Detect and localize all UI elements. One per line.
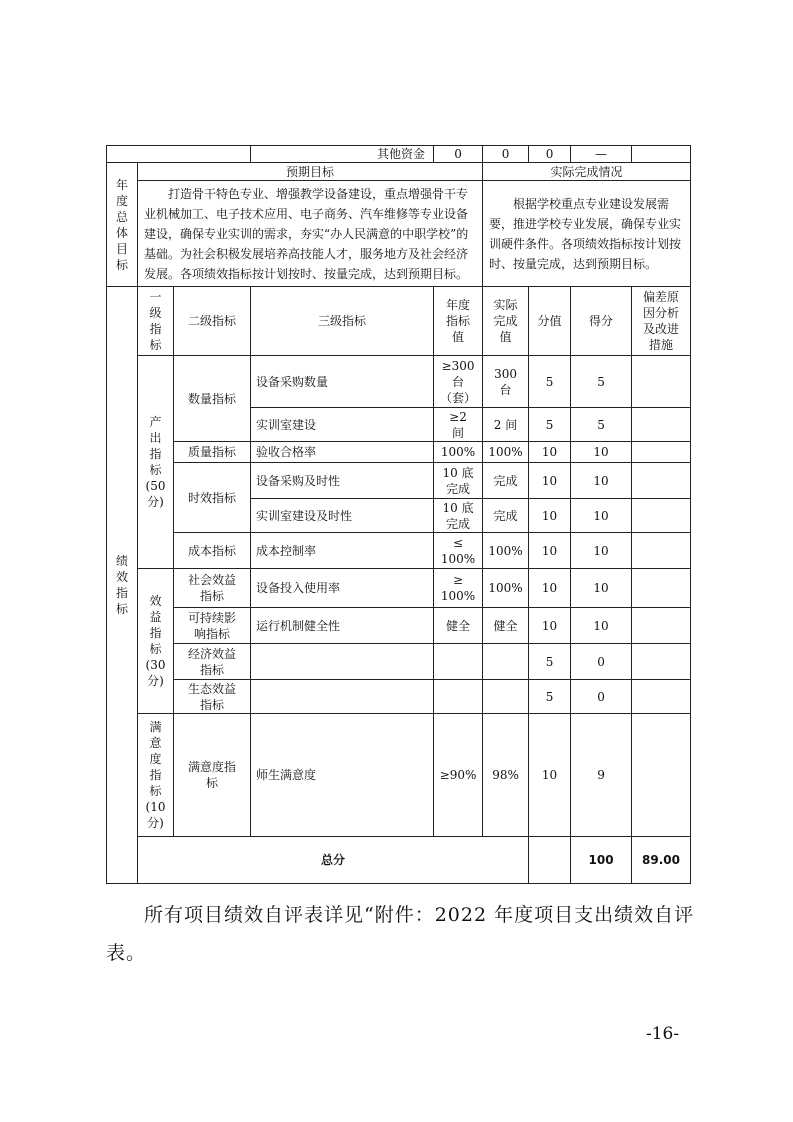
value-cell: 10	[529, 463, 571, 499]
target-cell: 10 底 完成	[434, 499, 483, 533]
notes-cell	[632, 442, 691, 463]
actual-cell: 98%	[483, 714, 529, 837]
level2-cell: 满意度指 标	[174, 714, 251, 837]
table-row	[107, 644, 691, 680]
group-output-label: 产 出 指 标 (50 分)	[138, 356, 174, 569]
target-cell: 100%	[434, 442, 483, 463]
notes-cell	[632, 463, 691, 499]
value-cell: 10	[529, 608, 571, 644]
group-benefit-label: 效 益 指 标 (30 分)	[138, 569, 174, 714]
header-score: 得分	[571, 287, 632, 356]
score-cell: 10	[571, 463, 632, 499]
table-row	[107, 714, 691, 837]
notes-cell	[632, 644, 691, 680]
score-cell: 0	[571, 680, 632, 714]
level2-cell: 时效指标	[174, 463, 251, 533]
header-level3: 三级指标	[251, 287, 434, 356]
header-actual: 实际 完成 值	[483, 287, 529, 356]
score-cell: 10	[571, 442, 632, 463]
notes-cell	[632, 499, 691, 533]
funding-value-1: 0	[434, 146, 483, 163]
level2-cell: 数量指标	[174, 356, 251, 442]
value-cell: 10	[529, 569, 571, 608]
table-row	[107, 442, 691, 463]
score-cell: 5	[571, 408, 632, 442]
score-cell: 9	[571, 714, 632, 837]
score-cell: 10	[571, 499, 632, 533]
notes-cell	[632, 569, 691, 608]
notes-cell	[632, 356, 691, 408]
target-cell: 健全	[434, 608, 483, 644]
level2-cell: 可持续影 响指标	[174, 608, 251, 644]
funding-empty-end	[632, 146, 691, 163]
overall-goal-label: 年 度 总 体 目 标	[107, 163, 138, 287]
actual-cell: 完成	[483, 463, 529, 499]
level3-cell: 运行机制健全性	[251, 608, 434, 644]
total-actual-empty	[529, 837, 571, 884]
header-notes: 偏差原 因分析 及改进 措施	[632, 287, 691, 356]
value-cell: 10	[529, 499, 571, 533]
level3-cell	[251, 680, 434, 714]
performance-table	[106, 145, 691, 884]
notes-cell	[632, 533, 691, 569]
table-row	[107, 680, 691, 714]
score-cell: 0	[571, 644, 632, 680]
expected-goal-text: 打造骨干特色专业、增强教学设备建设，重点增强骨干专业机械加工、电子技术应用、电子商务、汽车维修等专业设备建设，确保专业实训的需求，夯实“办人民满意的中职学校”的基础。为社会积极发展培养高技能人才，服务地方及社会经济发展。各项绩效指标按计划按时、按量完成，达到预期目标。	[138, 181, 483, 287]
value-cell: 5	[529, 356, 571, 408]
total-score: 89.00	[632, 837, 691, 884]
table-row	[107, 569, 691, 608]
score-cell: 10	[571, 569, 632, 608]
table-row	[107, 463, 691, 499]
funding-value-4: —	[571, 146, 632, 163]
level3-cell: 设备采购及时性	[251, 463, 434, 499]
header-level2: 二级指标	[174, 287, 251, 356]
header-score-value: 分值	[529, 287, 571, 356]
target-cell: ≥2 间	[434, 408, 483, 442]
score-cell: 5	[571, 356, 632, 408]
actual-completion-header: 实际完成情况	[483, 163, 691, 181]
header-target: 年度 指标 值	[434, 287, 483, 356]
target-cell: 10 底 完成	[434, 463, 483, 499]
level3-cell: 成本控制率	[251, 533, 434, 569]
target-cell: ≥300 台 （套）	[434, 356, 483, 408]
footer-paragraph: 所有项目绩效自评表详见“附件：2022 年度项目支出绩效自评表。	[106, 904, 695, 964]
actual-cell: 完成	[483, 499, 529, 533]
total-label: 总分	[138, 837, 529, 884]
expected-goal-header: 预期目标	[138, 163, 483, 181]
notes-cell	[632, 680, 691, 714]
value-cell: 5	[529, 644, 571, 680]
target-cell: ≤ 100%	[434, 533, 483, 569]
total-value: 100	[571, 837, 632, 884]
funding-value-2: 0	[483, 146, 529, 163]
performance-indicators-label: 绩 效 指 标	[107, 287, 138, 884]
target-cell	[434, 644, 483, 680]
target-cell: ≥ 100%	[434, 569, 483, 608]
actual-cell: 100%	[483, 533, 529, 569]
level3-cell	[251, 644, 434, 680]
actual-cell	[483, 680, 529, 714]
actual-cell: 2 间	[483, 408, 529, 442]
level2-cell: 成本指标	[174, 533, 251, 569]
level2-cell: 社会效益 指标	[174, 569, 251, 608]
table-row	[107, 608, 691, 644]
funding-label: 其他资金	[251, 146, 434, 163]
page-number: -16-	[646, 1024, 680, 1044]
table-row	[107, 356, 691, 408]
value-cell: 5	[529, 680, 571, 714]
value-cell: 5	[529, 408, 571, 442]
level3-cell: 师生满意度	[251, 714, 434, 837]
funding-empty-cell	[107, 146, 251, 163]
group-satisfaction-label: 满 意 度 指 标 (10 分)	[138, 714, 174, 837]
notes-cell	[632, 408, 691, 442]
total-row	[107, 837, 691, 884]
level3-cell: 实训室建设及时性	[251, 499, 434, 533]
header-level1: 一 级 指 标	[138, 287, 174, 356]
target-cell	[434, 680, 483, 714]
value-cell: 10	[529, 714, 571, 837]
actual-cell: 300 台	[483, 356, 529, 408]
actual-cell: 100%	[483, 442, 529, 463]
table-row	[107, 533, 691, 569]
level3-cell: 设备采购数量	[251, 356, 434, 408]
score-cell: 10	[571, 533, 632, 569]
funding-row	[107, 146, 691, 163]
level3-cell: 验收合格率	[251, 442, 434, 463]
indicator-header-row	[107, 287, 691, 356]
value-cell: 10	[529, 442, 571, 463]
level3-cell: 设备投入使用率	[251, 569, 434, 608]
value-cell: 10	[529, 533, 571, 569]
target-cell: ≥90%	[434, 714, 483, 837]
notes-cell	[632, 714, 691, 837]
actual-cell: 健全	[483, 608, 529, 644]
level2-cell: 质量指标	[174, 442, 251, 463]
score-cell: 10	[571, 608, 632, 644]
level3-cell: 实训室建设	[251, 408, 434, 442]
notes-cell	[632, 608, 691, 644]
level2-cell: 经济效益 指标	[174, 644, 251, 680]
actual-cell: 100%	[483, 569, 529, 608]
actual-cell	[483, 644, 529, 680]
level2-cell: 生态效益 指标	[174, 680, 251, 714]
funding-value-3: 0	[529, 146, 571, 163]
actual-completion-text: 根据学校重点专业建设发展需要，推进学校专业发展，确保专业实训硬件条件。各项绩效指标按计划按时、按量完成，达到预期目标。	[483, 181, 691, 287]
